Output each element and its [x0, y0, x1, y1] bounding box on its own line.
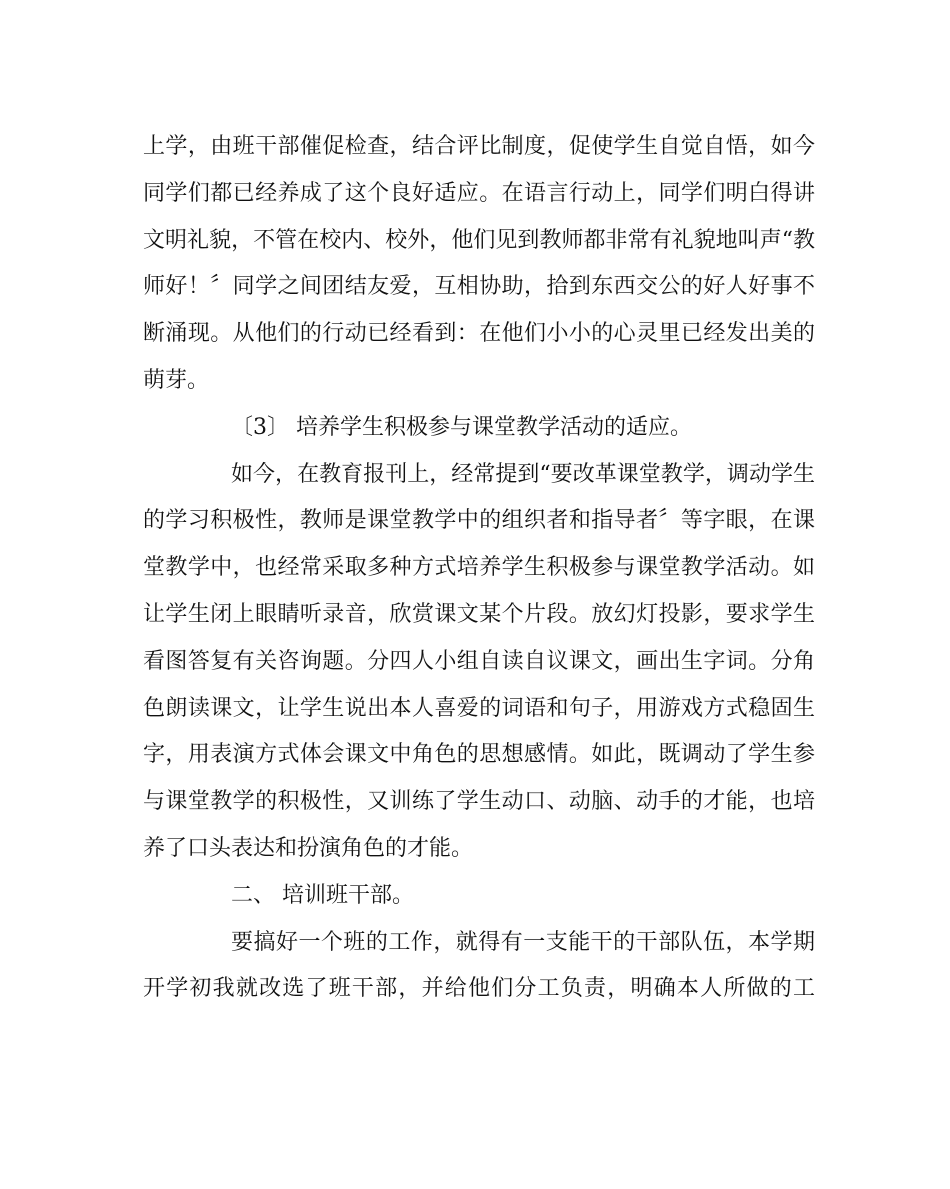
body-line-13: 色朗读课文，让学生说出本人喜爱的词语和句子，用游戏方式稳固生 — [143, 695, 815, 721]
body-line-15: 与课堂教学的积极性，又训练了学生动口、动脑、动手的才能，也培 — [143, 789, 815, 815]
body-line-6: 萌芽。 — [143, 367, 210, 393]
body-line-2: 同学们都已经养成了这个良好适应。在语言行动上，同学们明白得讲 — [143, 180, 815, 206]
body-line-1: 上学，由班干部催促检查，结合评比制度，促使学生自觉自悟，如今 — [143, 134, 815, 159]
body-line-10: 堂教学中，也经常采取多种方式培养学生积极参与课堂教学活动。如 — [143, 555, 815, 581]
body-line-4: 师好！〞同学之间团结友爱，互相协助，拾到东西交公的好人好事不 — [143, 274, 815, 300]
section-heading-2: 二、 培训班干部。 — [231, 882, 414, 908]
body-line-11: 让学生闭上眼睛听录音，欣赏课文某个片段。放幻灯投影，要求学生 — [143, 601, 815, 627]
body-line-3: 文明礼貌，不管在校内、校外，他们见到教师都非常有礼貌地叫声“教 — [143, 227, 815, 253]
body-line-14: 字，用表演方式体会课文中角色的思想感情。如此，既调动了学生参 — [143, 742, 815, 768]
body-line-8: 如今，在教育报刊上，经常提到“要改革课堂教学，调动学生 — [231, 461, 815, 487]
body-line-9: 的学习积极性，教师是课堂教学中的组织者和指导者〞等字眼，在课 — [143, 508, 815, 534]
body-line-18: 要搞好一个班的工作，就得有一支能干的干部队伍，本学期 — [231, 929, 815, 955]
body-line-5: 断涌现。从他们的行动已经看到：在他们小小的心灵里已经发出美的 — [143, 321, 815, 347]
body-line-12: 看图答复有关咨询题。分四人小组自读自议课文，画出生字词。分角 — [143, 648, 815, 674]
document-body — [143, 124, 815, 1013]
section-heading-3: 〔3〕 培养学生积极参与课堂教学活动的适应。 — [231, 414, 692, 440]
body-line-19: 开学初我就改选了班干部，并给他们分工负责，明确本人所做的工 — [143, 976, 815, 1002]
body-line-16: 养了口头表达和扮演角色的才能。 — [143, 835, 474, 861]
